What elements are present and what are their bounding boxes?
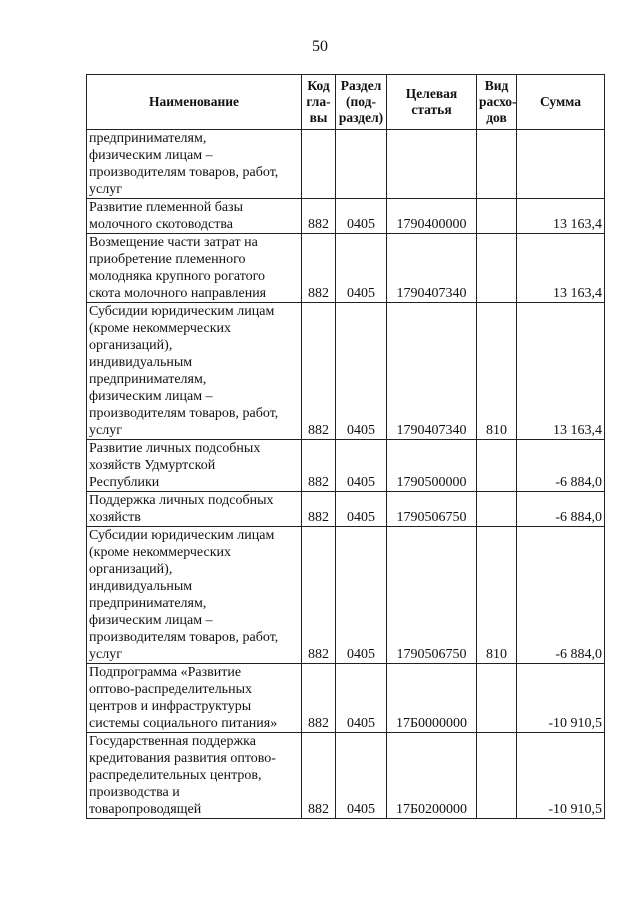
table-row bbox=[87, 664, 605, 733]
cell-type bbox=[477, 664, 517, 733]
cell-sum: -6 884,0 bbox=[517, 440, 605, 492]
cell-type bbox=[477, 733, 517, 819]
table-row bbox=[87, 492, 605, 527]
cell-type: 810 bbox=[477, 527, 517, 664]
cell-sum bbox=[517, 130, 605, 199]
cell-sum: -6 884,0 bbox=[517, 492, 605, 527]
cell-name: Развитие племенной базы молочного скотоводства bbox=[87, 199, 302, 234]
table-row bbox=[87, 199, 605, 234]
table-row bbox=[87, 527, 605, 664]
cell-type bbox=[477, 130, 517, 199]
page-number: 50 bbox=[312, 38, 328, 55]
header-type: Вид расхо- дов bbox=[477, 75, 517, 130]
cell-section: 0405 bbox=[336, 527, 387, 664]
header-row bbox=[87, 75, 605, 130]
header-target: Целевая статья bbox=[387, 75, 477, 130]
table-row bbox=[87, 303, 605, 440]
header-name: Наименование bbox=[87, 75, 302, 130]
cell-type bbox=[477, 234, 517, 303]
cell-target: 1790400000 bbox=[387, 199, 477, 234]
table-row bbox=[87, 234, 605, 303]
header-section: Раздел (под- раздел) bbox=[336, 75, 387, 130]
cell-section bbox=[336, 130, 387, 199]
table-body bbox=[87, 130, 605, 819]
cell-type: 810 bbox=[477, 303, 517, 440]
cell-sum: -10 910,5 bbox=[517, 733, 605, 819]
cell-section: 0405 bbox=[336, 492, 387, 527]
cell-target: 1790500000 bbox=[387, 440, 477, 492]
cell-type bbox=[477, 492, 517, 527]
cell-code: 882 bbox=[302, 733, 336, 819]
table-row bbox=[87, 440, 605, 492]
cell-section: 0405 bbox=[336, 440, 387, 492]
cell-section: 0405 bbox=[336, 733, 387, 819]
cell-name: Субсидии юридическим лицам (кроме некоммерческих организаций), индивидуальным предпринимателям, физическим лицам – производителям товаров, работ, услуг bbox=[87, 303, 302, 440]
cell-name: Возмещение части затрат на приобретение племенного молодняка крупного рогатого скота молочного направления bbox=[87, 234, 302, 303]
cell-name: Поддержка личных подсобных хозяйств bbox=[87, 492, 302, 527]
cell-code: 882 bbox=[302, 440, 336, 492]
cell-target: 1790506750 bbox=[387, 527, 477, 664]
table-row bbox=[87, 733, 605, 819]
cell-code: 882 bbox=[302, 199, 336, 234]
cell-sum: 13 163,4 bbox=[517, 303, 605, 440]
budget-table bbox=[86, 74, 605, 819]
cell-code: 882 bbox=[302, 492, 336, 527]
cell-sum: 13 163,4 bbox=[517, 199, 605, 234]
cell-type bbox=[477, 440, 517, 492]
cell-code: 882 bbox=[302, 664, 336, 733]
cell-section: 0405 bbox=[336, 664, 387, 733]
cell-name: Развитие личных подсобных хозяйств Удмуртской Республики bbox=[87, 440, 302, 492]
cell-name: предпринимателям, физическим лицам – производителям товаров, работ, услуг bbox=[87, 130, 302, 199]
cell-target: 1790407340 bbox=[387, 303, 477, 440]
cell-target: 17Б0000000 bbox=[387, 664, 477, 733]
cell-target: 17Б0200000 bbox=[387, 733, 477, 819]
header-sum: Сумма bbox=[517, 75, 605, 130]
cell-code: 882 bbox=[302, 527, 336, 664]
cell-type bbox=[477, 199, 517, 234]
cell-target: 1790506750 bbox=[387, 492, 477, 527]
cell-sum: 13 163,4 bbox=[517, 234, 605, 303]
cell-section: 0405 bbox=[336, 303, 387, 440]
cell-section: 0405 bbox=[336, 234, 387, 303]
cell-sum: -10 910,5 bbox=[517, 664, 605, 733]
cell-sum: -6 884,0 bbox=[517, 527, 605, 664]
cell-section: 0405 bbox=[336, 199, 387, 234]
cell-name: Государственная поддержка кредитования развития оптово- распределительных центров, производства и товаропроводящей bbox=[87, 733, 302, 819]
cell-target: 1790407340 bbox=[387, 234, 477, 303]
cell-name: Подпрограмма «Развитие оптово-распределительных центров и инфраструктуры системы социального питания» bbox=[87, 664, 302, 733]
table-row bbox=[87, 130, 605, 199]
cell-code: 882 bbox=[302, 303, 336, 440]
cell-code bbox=[302, 130, 336, 199]
cell-target bbox=[387, 130, 477, 199]
cell-name: Субсидии юридическим лицам (кроме некоммерческих организаций), индивидуальным предпринимателям, физическим лицам – производителям товаров, работ, услуг bbox=[87, 527, 302, 664]
header-code: Код гла- вы bbox=[302, 75, 336, 130]
cell-code: 882 bbox=[302, 234, 336, 303]
